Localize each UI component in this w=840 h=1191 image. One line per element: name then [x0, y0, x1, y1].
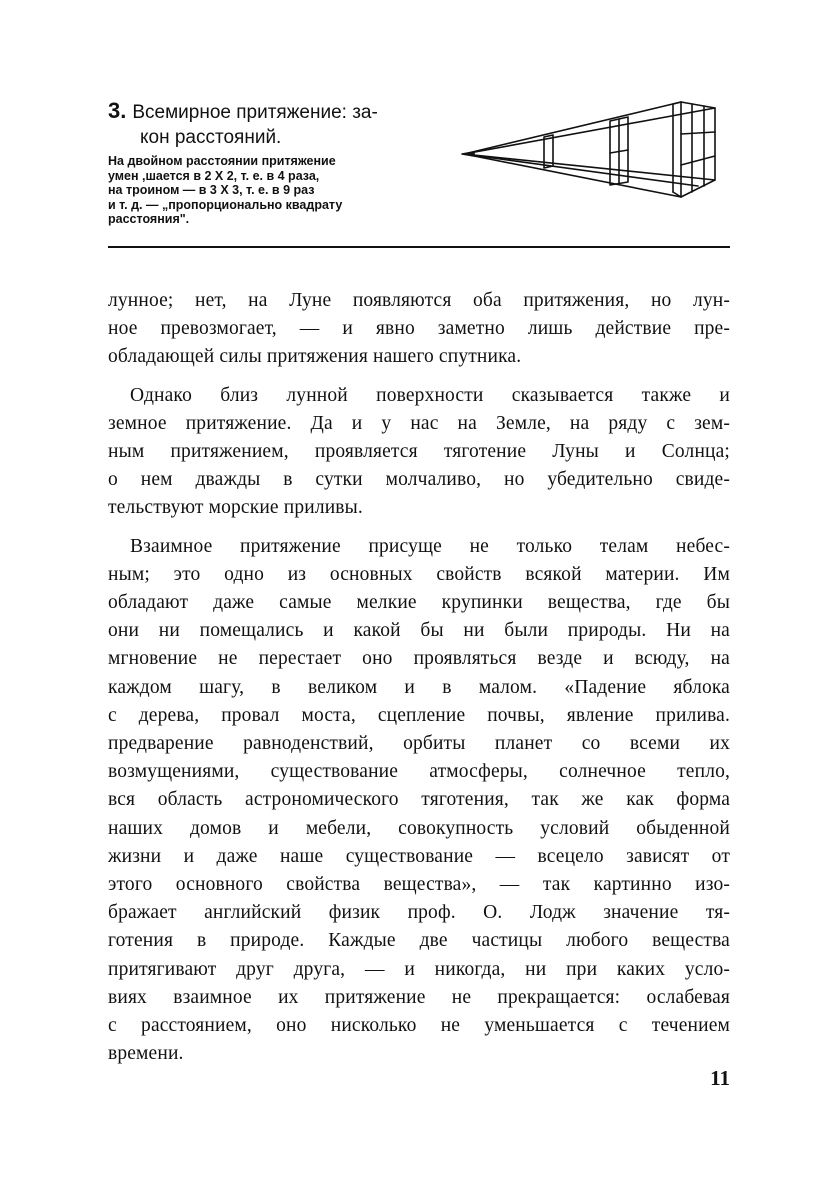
- text-line: ное превозмогает, — и явно заметно лишь действие пре-: [108, 318, 730, 340]
- diagram-ray: [464, 154, 715, 180]
- text-line: наших домов и мебели, совокупность условий обыденной: [108, 817, 730, 839]
- text-line: Взаимное притяжение присуще не только телам небес-: [130, 535, 730, 557]
- diagram-source: [462, 152, 474, 156]
- inverse-square-diagram: [460, 98, 730, 203]
- text-line: этого основного свойства вещества», — так картинно изо-: [108, 874, 730, 896]
- caption-line: умен ,шается в 2 X 2, т. е. в 4 раза,: [108, 168, 320, 183]
- diagram-ray: [464, 154, 698, 186]
- page-number: 11: [710, 1066, 730, 1090]
- header-divider: [108, 246, 730, 248]
- text-line: с расстоянием, оно нисколько не уменьшается с течением: [108, 1015, 730, 1037]
- section-header: [108, 98, 730, 248]
- paragraph: [108, 382, 730, 523]
- diagram-ray: [464, 108, 715, 154]
- diagram-edge: [673, 102, 681, 104]
- text-line: бражает английский физик проф. О. Лодж значение тя-: [108, 902, 730, 924]
- text-line: они ни помещались и какой бы ни были природы. Ни на: [108, 620, 730, 642]
- section-title-line1: Всемирное притяжение: за-: [132, 102, 378, 123]
- text-line: жизни и даже наше существование — всецело зависят от: [108, 845, 730, 867]
- caption-line: на троином — в 3 X 3, т. е. в 9 раз: [108, 183, 315, 197]
- text-line: ным притяжением, проявляется тяготение Луны и Солнца;: [108, 441, 730, 463]
- section-title: [108, 98, 428, 150]
- text-line: лунное; нет, на Луне появляются оба притяжения, но лун-: [108, 290, 730, 311]
- section-title-line2: кон расстояний.: [140, 127, 282, 148]
- diagram-grid-line: [681, 132, 715, 134]
- text-line: каждом шагу, в великом и в малом. «Падение яблока: [108, 676, 730, 698]
- text-line: притягивают друг друга, — и никогда, ни при каких усло-: [108, 958, 730, 980]
- text-line: о нем дважды в сутки молчаливо, но убедительно свиде-: [108, 469, 730, 491]
- caption-line: и т. д. — „пропорционально квадрату: [108, 197, 343, 212]
- diagram-grid-line: [681, 156, 715, 165]
- text-line: обладающей силы притяжения нашего спутника.: [108, 346, 522, 368]
- text-line: земное притяжение. Да и у нас на Земле, на ряду с зем-: [108, 412, 730, 434]
- paragraph: [108, 533, 730, 1069]
- diagram-ray: [464, 154, 681, 197]
- text-line: обладают даже самые мелкие крупинки вещества, где бы: [108, 592, 730, 614]
- text-line: готения в природе. Каждые две частицы любого вещества: [108, 930, 730, 952]
- text-line: виях взаимное их притяжение не прекращается: ослабевая: [108, 986, 730, 1008]
- text-line: ным; это одно из основных свойств всякой материи. Им: [108, 563, 730, 585]
- text-line: возмущениями, существование атмосферы, солнечное тепло,: [108, 761, 730, 783]
- diagram-ray: [464, 102, 681, 154]
- text-line: с дерева, провал моста, сцепление почвы, явление прилива.: [108, 704, 730, 726]
- section-caption: [108, 154, 428, 227]
- text-line: тельствуют морские приливы.: [108, 497, 363, 519]
- text-line: мгновение не перестает оно проявляться везде и всюду, на: [108, 648, 730, 670]
- text-line: Однако близ лунной поверхности сказывается также и: [130, 384, 730, 406]
- text-line: времени.: [108, 1043, 184, 1065]
- diagram-square-3: [681, 102, 715, 197]
- caption-line: расстояния".: [108, 212, 190, 226]
- caption-line: На двойном расстоянии притяжение: [108, 154, 336, 168]
- text-line: предварение равноденствий, орбиты планет со всеми их: [108, 733, 730, 755]
- text-line: вся область астрономического тяготения, так же как форма: [108, 789, 730, 811]
- section-number: 3.: [108, 98, 127, 123]
- body-text: [108, 287, 730, 1068]
- paragraph: [108, 287, 730, 372]
